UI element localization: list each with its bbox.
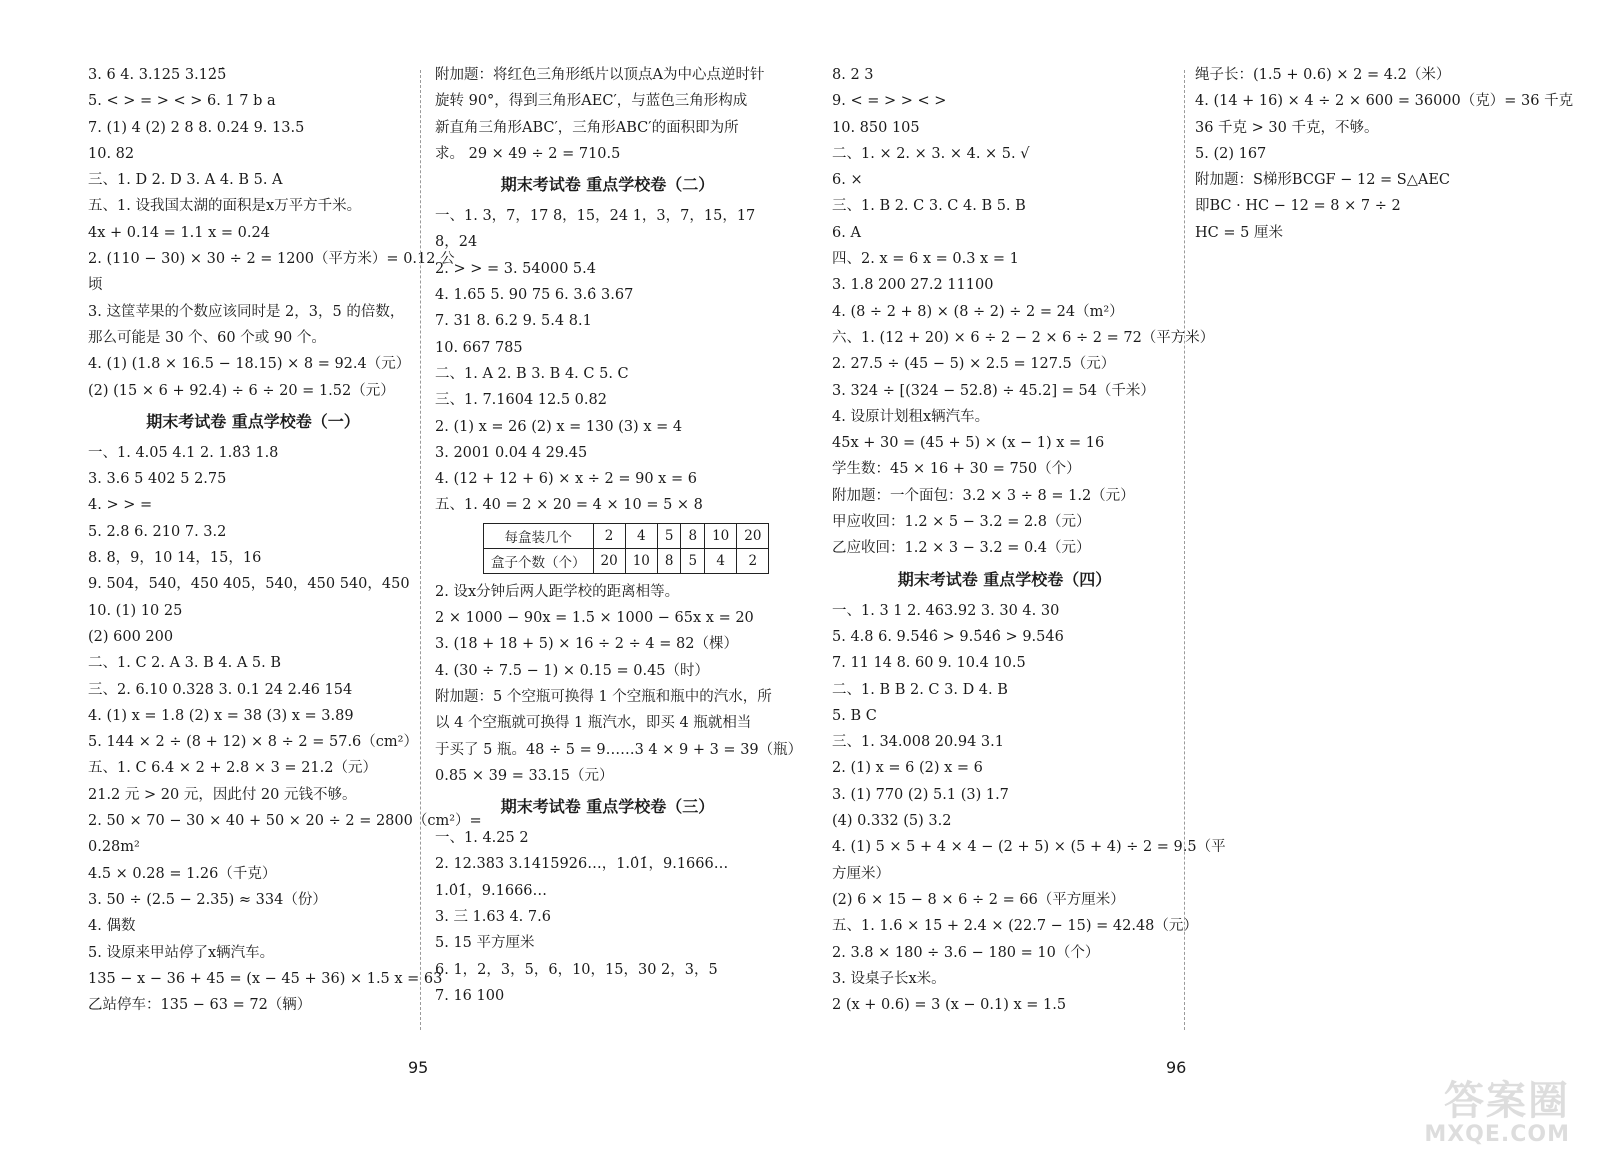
answer-line: 4. 偶数	[88, 918, 136, 935]
answer-line: 5. 4.8 6. 9.54̇6̇ > 9.5̇46̇ > 9.54̇6	[832, 628, 1064, 645]
answer-line: 135 − x − 36 + 45 = (x − 45 + 36) × 1.5 x = 63	[88, 970, 443, 987]
answer-line: 2. > > = 3. 54000 5.4	[435, 260, 596, 277]
answer-line: 10. (1) 10 25	[88, 602, 183, 619]
answer-line: 2. 设x分钟后两人距学校的距离相等。	[435, 583, 680, 600]
answer-line: 二、1. × 2. × 3. × 4. × 5. √	[832, 145, 1030, 162]
answer-line: 那么可能是 30 个、60 个或 90 个。	[88, 329, 326, 346]
answer-line: 4. 设原计划租x辆汽车。	[832, 408, 990, 425]
answer-line: 六、1. (12 + 20) × 6 ÷ 2 − 2 × 6 ÷ 2 = 72（平方米）	[832, 329, 1215, 346]
table-cell: 盒子个数（个）	[484, 548, 594, 573]
answer-line: 3. 设桌子长x米。	[832, 970, 946, 987]
answer-line: 45x + 30 = (45 + 5) × (x − 1) x = 16	[832, 435, 1105, 452]
answer-line: 3. 324 ÷ [(324 − 52.8) ÷ 45.2] = 54（千米）	[832, 382, 1155, 399]
column-4	[1195, 62, 1575, 246]
answer-line: 三、1. 7.1604 12.5 0.82	[435, 392, 607, 409]
answer-line: (2) 6 × 15 − 8 × 6 ÷ 2 = 66（平方厘米）	[832, 891, 1125, 908]
answer-line: 5. 设原来甲站停了x辆汽车。	[88, 944, 275, 961]
table-cell: 10	[705, 523, 737, 548]
answer-line: 2 (x + 0.6) = 3 (x − 0.1) x = 1.5	[832, 997, 1067, 1014]
answer-line: 8. 8，9，10 14，15，16	[88, 550, 262, 567]
answer-line: 旋转 90°，得到三角形AEC′，与蓝色三角形构成	[435, 93, 748, 110]
answer-line: 3. 三 1.63 4. 7.6	[435, 909, 551, 926]
answer-line: 三、1. 34.008 20.94 3.1	[832, 734, 1004, 751]
table-cell: 20	[737, 523, 769, 548]
answer-line: 3. 1.8 200 27.2 11100	[832, 277, 994, 294]
box-count-table	[483, 523, 769, 574]
answer-line: 4. (1) x = 1.8 (2) x = 38 (3) x = 3.89	[88, 707, 354, 724]
column-2	[435, 62, 803, 1009]
answer-line: 五、1. 1.6 × 15 + 2.4 × (22.7 − 15) = 42.48（元）	[832, 918, 1198, 935]
answer-line: 7. 11 14 8. 60 9. 10.4 10.5	[832, 655, 1026, 672]
answer-line: 5. 144 × 2 ÷ (8 + 12) × 8 ÷ 2 = 57.6（cm²）	[88, 734, 418, 751]
section-heading: 期末考试卷 重点学校卷（二）	[500, 175, 715, 195]
answer-line: 顷	[88, 277, 103, 294]
answer-line: 4. 1.65 5. 90 75 6. 3.6̇ 3.67	[435, 287, 634, 304]
answer-line: 10. 82	[88, 145, 135, 162]
answer-line: 3. 2001 0.04 4 29.45	[435, 444, 588, 461]
answer-line: 三、2. 6.10 0.328 3. 0.1 24 2.46 154	[88, 681, 353, 698]
answer-line: 4. (1) (1.8 × 16.5 − 18.15) × 8 = 92.4（元）	[88, 356, 411, 373]
answer-line: 2. (1) x = 26 (2) x = 130 (3) x = 4	[435, 418, 683, 435]
table-cell: 5	[681, 548, 705, 573]
answer-line: 7. 31 8. 6.2 9. 5.4 8.1	[435, 313, 592, 330]
answer-line: 4.5 × 0.28 = 1.26（千克）	[88, 865, 277, 882]
answer-line: 2 × 1000 − 90x = 1.5 × 1000 − 65x x = 20	[435, 610, 754, 627]
table-cell: 2	[593, 523, 625, 548]
answer-line: (2) (15 × 6 + 92.4) ÷ 6 ÷ 20 = 1.52（元）	[88, 382, 395, 399]
answer-line: 8. 2 3	[832, 67, 874, 83]
section-heading: 期末考试卷 重点学校卷（三）	[500, 797, 715, 817]
watermark-url: MXQE.COM	[1424, 1122, 1570, 1147]
answer-line: 5. < > = > < > 6. 1 7 b a	[88, 93, 276, 110]
answer-line: 3. 50 ÷ (2.5 − 2.35) ≈ 334（份）	[88, 891, 327, 908]
table-row	[484, 548, 769, 573]
answer-line: 学生数：45 × 16 + 30 = 750（个）	[832, 461, 1081, 478]
answer-line: 6. 1，2，3，5，6，10，15，30 2，3，5	[435, 961, 718, 978]
answer-line: 2. (1) x = 6 (2) x = 6	[832, 760, 983, 777]
answer-line: 一、1. 4.05 4.1 2. 1.8̇3̇ 1.8	[88, 444, 279, 461]
answer-line: 以 4 个空瓶就可换得 1 瓶汽水，即买 4 瓶就相当	[435, 715, 752, 732]
answer-line: 4. (14 + 16) × 4 ÷ 2 × 600 = 36000（克）= 36 千克	[1195, 93, 1574, 110]
answer-line: 5. (2) 167	[1195, 145, 1267, 162]
answer-line: 2. 50 × 70 − 30 × 40 + 50 × 20 ÷ 2 = 2800（cm²）=	[88, 813, 482, 830]
answer-line: 5. B C	[832, 707, 877, 724]
column-3	[832, 62, 1226, 1018]
answer-line: 附加题：将红色三角形纸片以顶点A为中心点逆时针	[435, 67, 765, 83]
column-divider	[420, 70, 421, 1030]
answer-line: 3. 这筐苹果的个数应该同时是 2，3，5 的倍数，	[88, 303, 405, 320]
answer-line: HC = 5 厘米	[1195, 224, 1283, 241]
answer-line: 五、1. C 6.4 × 2 + 2.8 × 3 = 21.2（元）	[88, 760, 377, 777]
table-cell: 20	[593, 548, 625, 573]
answer-line: 7. 16 100	[435, 987, 505, 1004]
answer-line: 2. (110 − 30) × 30 ÷ 2 = 1200（平方米）= 0.12 公	[88, 251, 455, 268]
answer-line: 一、1. 4.25 2	[435, 830, 529, 847]
answer-line: 10. 667 785	[435, 339, 523, 356]
table-cell: 每盒装几个	[484, 523, 594, 548]
answer-line: 10. 850 105	[832, 119, 920, 136]
box-count-table-wrap	[435, 523, 780, 579]
answer-line: 9. < = > > < >	[832, 93, 947, 110]
answer-line: 2. 27.5 ÷ (45 − 5) × 2.5 = 127.5（元）	[832, 356, 1116, 373]
answer-line: 21.2 元 > 20 元，因此付 20 元钱不够。	[88, 786, 357, 803]
answer-line: 3. 6 4. 3.125 3.12̇5̇	[88, 67, 227, 83]
table-cell: 4	[625, 523, 657, 548]
table-cell: 8	[657, 548, 681, 573]
answer-line: 4. (8 ÷ 2 + 8) × (8 ÷ 2) ÷ 2 = 24（m²）	[832, 303, 1124, 320]
answer-line: 二、1. A 2. B 3. B 4. C 5. C	[435, 365, 629, 382]
answer-line: 二、1. B B 2. C 3. D 4. B	[832, 681, 1008, 698]
answer-line: 三、1. D 2. D 3. A 4. B 5. A	[88, 172, 283, 189]
answer-line: 乙站停车：135 − 63 = 72（辆）	[88, 997, 312, 1014]
answer-line: 2. 12.383 3.1415926…，1.0̇1̇，9.1666…	[435, 856, 729, 873]
table-cell: 4	[705, 548, 737, 573]
answer-line: 一、1. 3 1 2. 463.92 3. 30 4. 30	[832, 602, 1060, 619]
answer-line: 二、1. C 2. A 3. B 4. A 5. B	[88, 655, 282, 672]
watermark	[1410, 1069, 1570, 1147]
table-cell: 10	[625, 548, 657, 573]
answer-line: 8，24	[435, 234, 478, 251]
answer-line: 一、1. 3，7，17 8，15，24 1，3，7，15，17	[435, 208, 756, 225]
answer-line: 即BC · HC − 12 = 8 × 7 ÷ 2	[1195, 198, 1401, 215]
section-heading: 期末考试卷 重点学校卷（四）	[897, 569, 1112, 589]
answer-line: 3. 3.6 5 402 5 2.75	[88, 471, 227, 488]
answer-line: 附加题：S梯形BCGF − 12 = S△AEC	[1195, 172, 1451, 189]
answer-line: 3. (1) 770 (2) 5.1 (3) 1.7	[832, 786, 1009, 803]
answer-line: 附加题：5 个空瓶可换得 1 个空瓶和瓶中的汽水，所	[435, 688, 772, 705]
answer-line: 4. (30 ÷ 7.5 − 1) × 0.15 = 0.45（时）	[435, 662, 710, 679]
answer-line: 五、1. 40 = 2 × 20 = 4 × 10 = 5 × 8	[435, 497, 703, 514]
answer-line: 附加题：一个面包：3.2 × 3 ÷ 8 = 1.2（元）	[832, 487, 1135, 504]
answer-line: 2. 3.8 × 180 ÷ 3.6 − 180 = 10（个）	[832, 944, 1100, 961]
watermark-logo-text: 答案圈	[1444, 1078, 1570, 1124]
answer-line: 7. (1) 4 (2) 2 8 8. 0.24 9. 13.5	[88, 119, 305, 136]
page-number-right: 96	[1166, 1058, 1187, 1077]
answer-line: 三、1. B 2. C 3. C 4. B 5. B	[832, 198, 1026, 215]
answer-line: 0.85 × 39 = 33.15（元）	[435, 767, 614, 784]
page-number-left: 95	[408, 1058, 429, 1077]
table-cell: 5	[657, 523, 681, 548]
table-cell: 2	[737, 548, 769, 573]
answer-line: 6. A	[832, 224, 861, 241]
answer-line: 于买了 5 瓶。48 ÷ 5 = 9……3 4 × 9 + 3 = 39（瓶）	[435, 741, 803, 758]
answer-line: (2) 600 200	[88, 628, 174, 645]
answer-line: 新直角三角形ABC′，三角形ABC′的面积即为所	[435, 119, 739, 136]
table-cell: 8	[681, 523, 705, 548]
answer-line: 乙应收回：1.2 × 3 − 3.2 = 0.4（元）	[832, 540, 1091, 557]
table-row	[484, 523, 769, 548]
answer-line: 3. (18 + 18 + 5) × 16 ÷ 2 ÷ 4 = 82（棵）	[435, 636, 738, 653]
answer-line: 4. (12 + 12 + 6) × x ÷ 2 = 90 x = 6	[435, 471, 697, 488]
answer-line: 1.0̇1̇，9.1666…	[435, 882, 548, 899]
answer-line: 绳子长：(1.5 + 0.6) × 2 = 4.2（米）	[1195, 67, 1451, 83]
answer-line: 36 千克 > 30 千克，不够。	[1195, 119, 1379, 136]
answer-line: 求。 29 × 49 ÷ 2 = 710.5	[435, 145, 621, 162]
answer-line: 甲应收回：1.2 × 5 − 3.2 = 2.8（元）	[832, 514, 1091, 531]
answer-line: 4. > > =	[88, 497, 153, 514]
answer-line: 五、1. 设我国太湖的面积是x万平方千米。	[88, 198, 362, 215]
column-divider	[1184, 70, 1185, 1030]
answer-line: 4. (1) 5 × 5 + 4 × 4 − (2 + 5) × (5 + 4) ÷ 2 = 9.5（平	[832, 839, 1226, 856]
section-heading: 期末考试卷 重点学校卷（一）	[146, 411, 360, 431]
answer-line: (4) 0.332 (5) 3.2	[832, 813, 952, 830]
answer-line: 方厘米）	[832, 865, 890, 882]
answer-line: 4x + 0.14 = 1.1 x = 0.24	[88, 224, 270, 241]
answer-line: 6. ×	[832, 172, 863, 189]
answer-line: 5. 2.8 6. 210 7. 3.2	[88, 523, 227, 540]
answer-line: 四、2. x = 6 x = 0.3 x = 1	[832, 251, 1019, 268]
answer-line: 9. 504，540，450 405，540，450 540，450	[88, 576, 410, 593]
answer-line: 5. 15 平方厘米	[435, 935, 535, 952]
answer-line: 0.28m²	[88, 839, 140, 856]
